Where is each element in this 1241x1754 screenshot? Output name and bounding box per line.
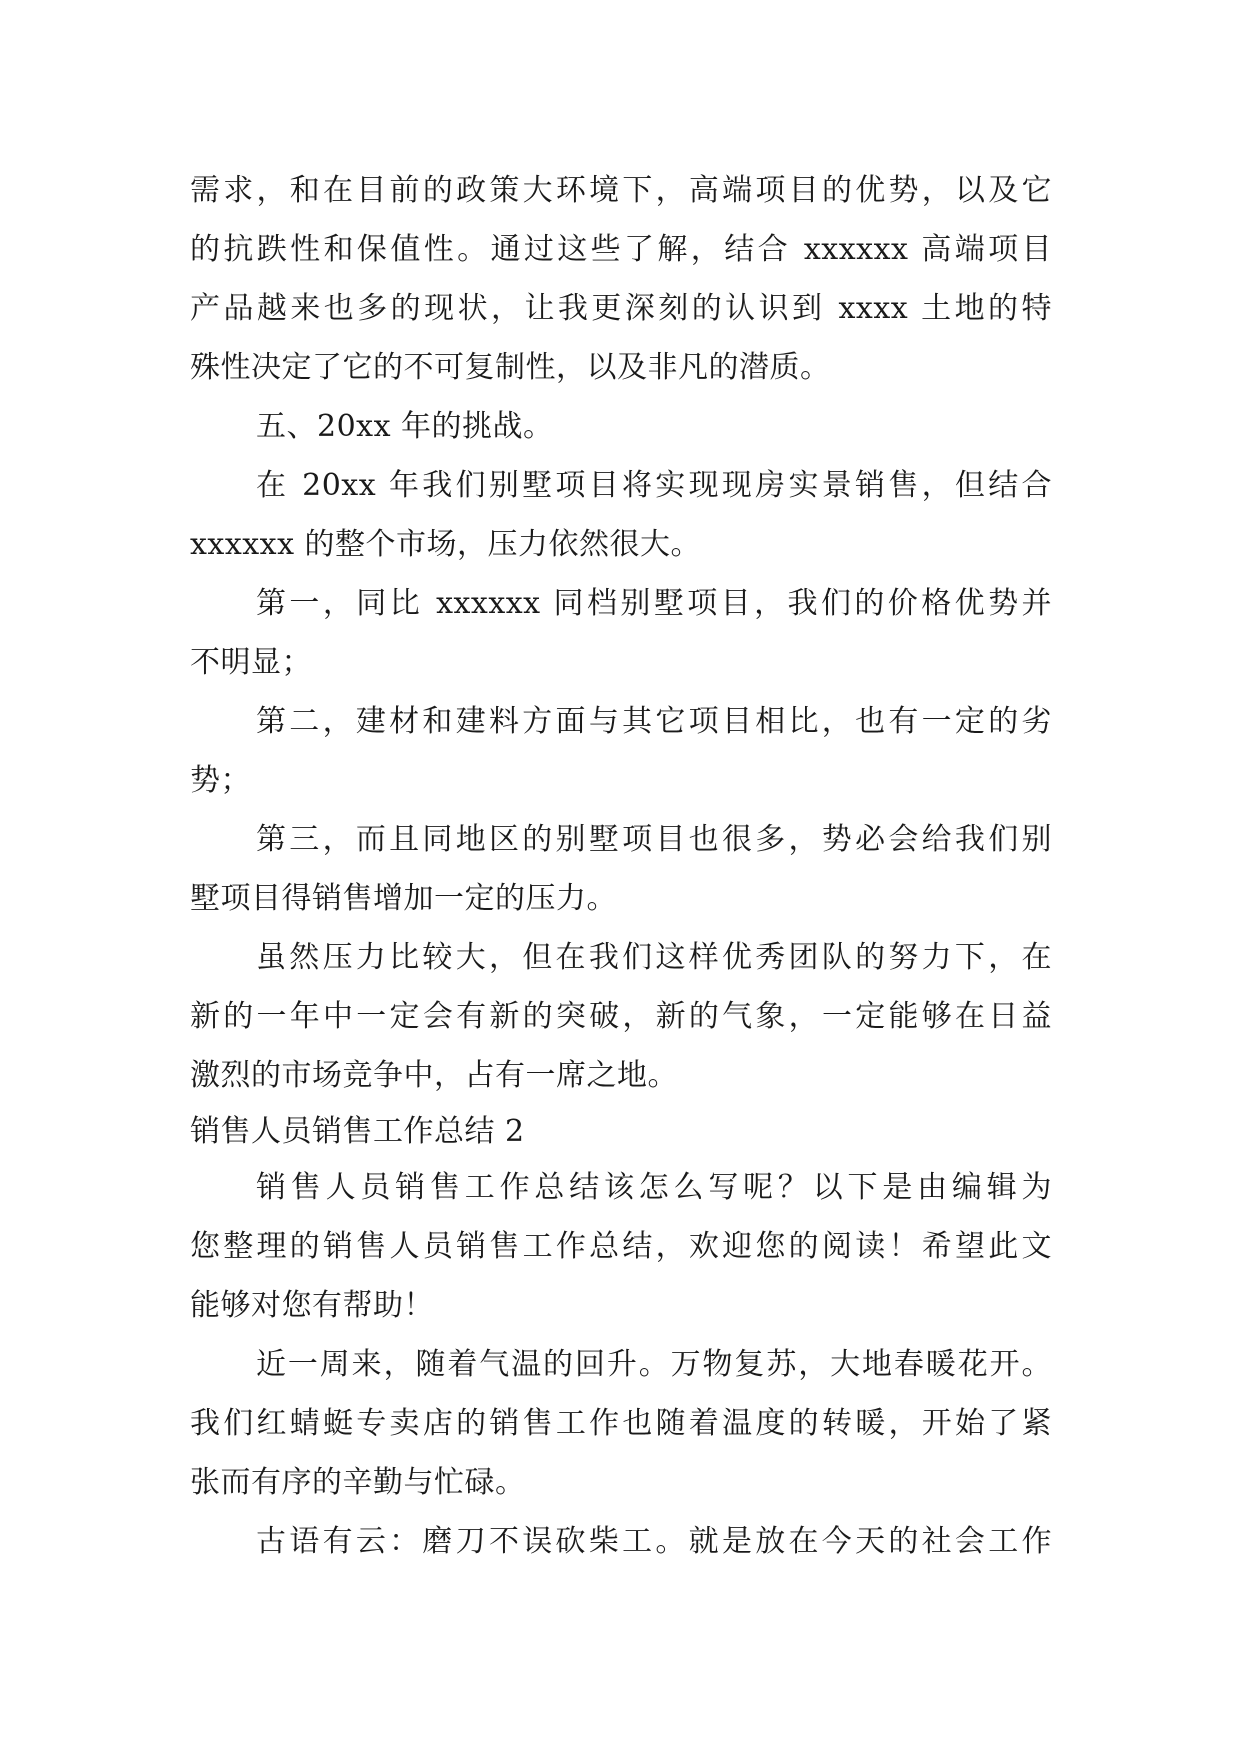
- paragraph-spring: [190, 1335, 1052, 1512]
- text-line: 在 20xx 年我们别墅项目将实现现房实景销售，但结合: [256, 468, 1052, 503]
- section-heading: 五、20xx 年的挑战。: [256, 409, 554, 444]
- text-line: 不明显；: [190, 645, 312, 680]
- paragraph-proverb: [190, 1512, 1052, 1571]
- text-line: 激烈的市场竞争中，占有一席之地。: [190, 1058, 678, 1093]
- paragraph-conclusion: [190, 928, 1052, 1105]
- paragraph-intro: [190, 1158, 1052, 1335]
- article-title-2: [190, 1105, 1052, 1158]
- paragraph-market-pressure: [190, 456, 1052, 574]
- text-line: 第二，建材和建料方面与其它项目相比，也有一定的劣: [256, 704, 1052, 739]
- text-line: 需求，和在目前的政策大环境下，高端项目的优势，以及它: [190, 173, 1052, 208]
- text-line: 我们红蜻蜓专卖店的销售工作也随着温度的转暖，开始了紧: [190, 1406, 1052, 1441]
- text-line: 第三，而且同地区的别墅项目也很多，势必会给我们别: [256, 822, 1052, 857]
- text-line: 的抗跌性和保值性。通过这些了解，结合 xxxxxx 高端项目: [190, 232, 1052, 267]
- text-line: 墅项目得销售增加一定的压力。: [190, 881, 617, 916]
- text-line: 第一，同比 xxxxxx 同档别墅项目，我们的价格优势并: [256, 586, 1052, 621]
- text-line: 新的一年中一定会有新的突破，新的气象，一定能够在日益: [190, 999, 1052, 1034]
- paragraph-first-point: [190, 574, 1052, 692]
- article-title: 销售人员销售工作总结 2: [190, 1114, 525, 1149]
- text-line: 销售人员销售工作总结该怎么写呢？以下是由编辑为: [256, 1170, 1052, 1205]
- section-heading-challenges: [190, 397, 1052, 456]
- text-line: 近一周来，随着气温的回升。万物复苏，大地春暖花开。: [256, 1347, 1052, 1382]
- document-body: [190, 161, 1052, 1571]
- text-line: 产品越来也多的现状，让我更深刻的认识到 xxxx 土地的特: [190, 291, 1052, 326]
- text-line: 虽然压力比较大，但在我们这样优秀团队的努力下，在: [256, 940, 1052, 975]
- paragraph-second-point: [190, 692, 1052, 810]
- text-line: 殊性决定了它的不可复制性，以及非凡的潜质。: [190, 350, 831, 385]
- paragraph-third-point: [190, 810, 1052, 928]
- text-line: xxxxxx 的整个市场，压力依然很大。: [190, 527, 702, 562]
- text-line: 张而有序的辛勤与忙碌。: [190, 1465, 526, 1500]
- text-line: 势；: [190, 763, 251, 798]
- text-line: 能够对您有帮助！: [190, 1288, 434, 1323]
- paragraph-policy-advantage: [190, 161, 1052, 397]
- text-line: 您整理的销售人员销售工作总结，欢迎您的阅读！希望此文: [190, 1229, 1052, 1264]
- text-line: 古语有云：磨刀不误砍柴工。就是放在今天的社会工作: [256, 1524, 1052, 1559]
